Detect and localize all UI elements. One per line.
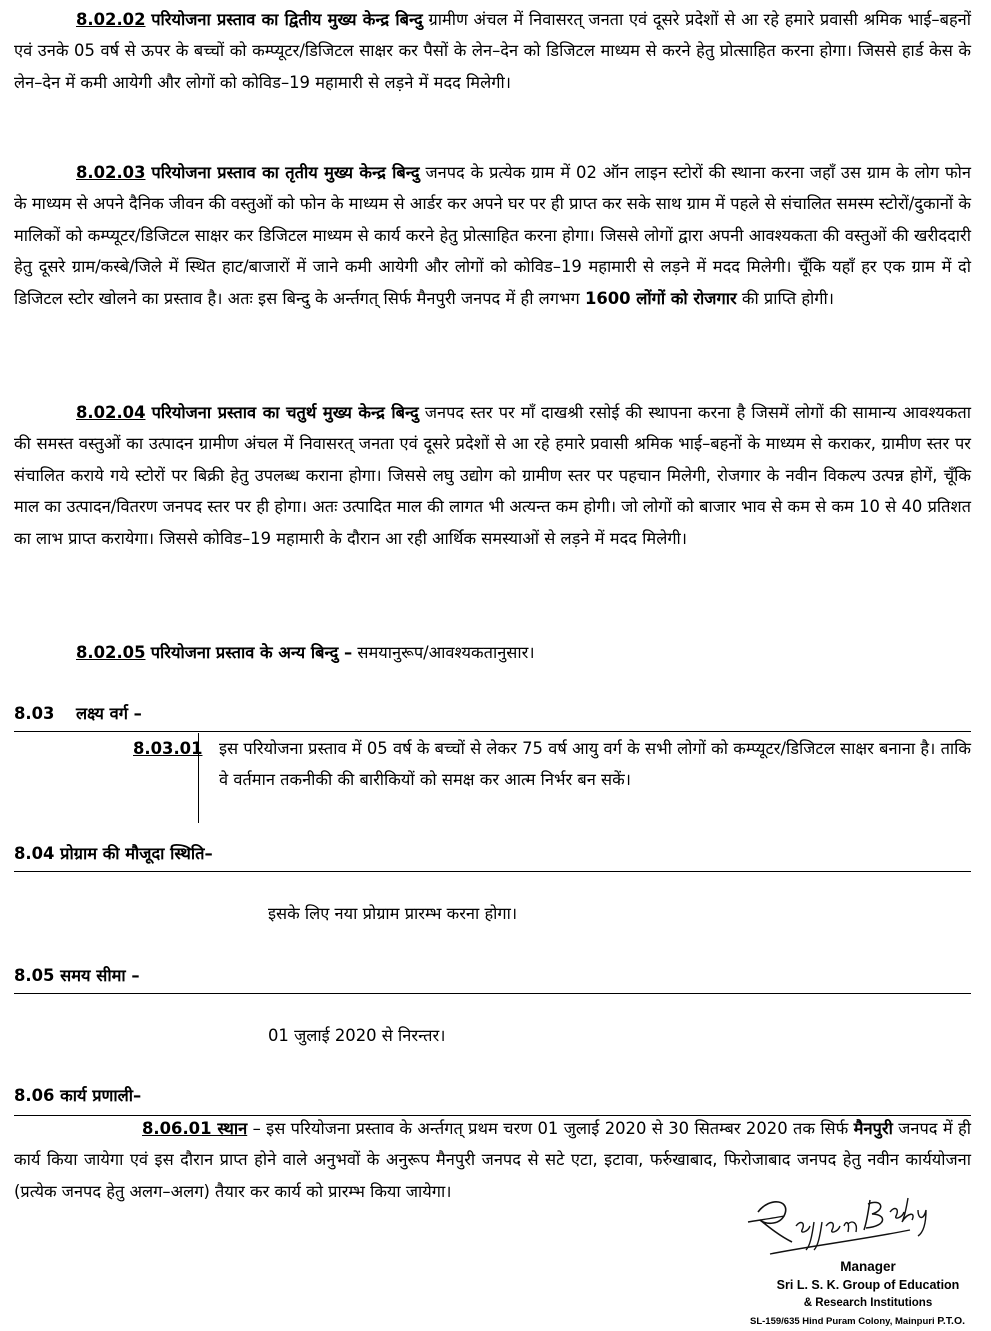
section-body-bold: 1600 लोंगों को रोजगार <box>584 288 737 308</box>
signature-stamp <box>750 1258 986 1331</box>
section-body: – इस परियोजना प्रस्ताव के अर्न्तगत् प्रथम चरण 01 जुलाई 2020 से 30 सितम्बर 2020 तक सिर्फ <box>247 1119 854 1138</box>
section-number: 8.02.04 <box>76 403 146 422</box>
section-heading: परियोजना प्रस्ताव का तृतीय मुख्य केन्द्र बिन्दु <box>151 163 420 182</box>
section-heading: परियोजना प्रस्ताव का द्वितीय मुख्य केन्द्र बिन्दु <box>151 10 423 29</box>
section-8-02-04 <box>14 397 971 554</box>
divider <box>14 993 971 994</box>
vertical-rule <box>198 733 199 823</box>
divider <box>14 731 971 732</box>
section-8-03-01-body: इस परियोजना प्रस्ताव में 05 वर्ष के बच्चों से लेकर 75 वर्ष आयु वर्ग के सभी लोगों को कम्प्यूटर/डिजिटल साक्षर बनाना है। ताकि वे वर्तमान तकनीकी की बारीकियों को समक्ष कर आत्म निर्भर बन सकें। <box>219 739 971 790</box>
section-number: 8.02.05 <box>76 643 146 662</box>
section-8-03-number: 8.03 <box>14 704 55 723</box>
section-number: 8.02.03 <box>76 163 146 182</box>
section-body: जनपद स्तर पर माँ दाखश्री रसोई की स्थापना करना है जिसमें लोगों की सामान्य आवश्यकता की समस्त वस्तुओं का उत्पादन ग्रामीण अंचल में निवासरत् जनता एवं दूसरे प्रदेशों से आ रहे हमारे प्रवासी श्रमिक भाई–बहनों के माध्यम से कराकर, ग्रामीण स्तर पर संचालित कराये गये स्टोरों पर बिक्री हेतु उपलब्ध कराना होगा। जिससे लघु उद्योग को ग्रामीण स्तर पर पहचान मिलेगी, रोजगार के नवीन विकल्प उत्पन्न होगें, चूँकि माल का उत्पादन/वितरण जनपद स्तर पर ही होगा। अतः उत्पादित माल की लागत भी अत्यन्त कम होगी। जो लोगों को बाजार भाव से कम से कम 10 से 40 प्रतिशत का लाभ प्राप्त करायेगा। जिससे कोविड–19 महामारी के दौरान आ रही आर्थिक समस्याओं से लड़ने में मदद मिलेगी। <box>14 403 971 548</box>
section-heading: परियोजना प्रस्ताव के अन्य बिन्दु – <box>150 643 353 662</box>
section-8-04-heading: 8.04 प्रोग्राम की मौजूदा स्थिति– <box>14 844 213 863</box>
stamp-organization: Sri L. S. K. Group of Education <box>776 1278 960 1292</box>
section-8-06-heading: 8.06 कार्य प्रणाली– <box>14 1086 142 1105</box>
section-8-03-heading: लक्ष्य वर्ग – <box>76 704 142 723</box>
section-8-03-01-number: 8.03.01 <box>133 739 203 758</box>
section-8-02-05 <box>14 637 971 668</box>
section-8-02-03 <box>14 157 971 314</box>
section-8-02-02 <box>14 4 971 98</box>
section-body: जनपद के प्रत्येक ग्राम में 02 ऑन लाइन स्टोरों की स्थाना करना जहाँ उस ग्राम के लोग फोन के माध्यम से अपने दैनिक जीवन की वस्तुओं को फोन के माध्यम से आर्डर कर अपने घर पर ही प्राप्त कर सके साथ ग्राम में पहले से संचालित समस्म स्टोरों/दुकानों के मालिकों को कम्प्यूटर/डिजिटल साक्षर कर डिजिटल माध्यम से कार्य करने हेतु प्रोत्साहित करना होगा। जिससे लोगों द्वारा अपनी आवश्यकता की वस्तुओं की खरीददारी हेतु दूसरे ग्राम/कस्बे/जिले में स्थित हाट/बाजारों में जाने कमी आयेगी और लोगों को कोविड–19 महामारी से लड़ने में मदद मिलेगी। चूँकि यहाँ हर एक ग्राम में दो डिजिटल स्टोर खोलने का प्रस्ताव है। अतः इस बिन्दु के अर्न्तगत् सिर्फ मैनपुरी जनपद में ही लगभग <box>14 163 971 308</box>
stamp-address-text: SL-159/635 Hind Puram Colony, Mainpuri <box>750 1316 935 1327</box>
section-body-bold: मैनपुरी <box>853 1119 893 1138</box>
pto-label: P.T.O. <box>937 1315 966 1327</box>
section-8-05-heading: 8.05 समय सीमा – <box>14 966 140 985</box>
section-8-04-body: इसके लिए नया प्रोग्राम प्रारम्भ करना होगा। <box>268 904 518 923</box>
stamp-title: Manager <box>840 1259 896 1274</box>
handwritten-signature <box>740 1192 930 1264</box>
section-number: 8.06.01 स्थान <box>142 1119 248 1138</box>
section-number: 8.02.02 <box>76 10 146 29</box>
divider <box>14 871 971 872</box>
stamp-address <box>750 1312 986 1331</box>
stamp-subtitle: & Research Institutions <box>803 1297 933 1309</box>
section-body-tail: की प्राप्ति होगी। <box>736 288 834 308</box>
section-body: ग्रामीण अंचल में निवासरत् जनता एवं दूसरे प्रदेशों से आ रहे हमारे प्रवासी श्रमिक भाई–बहनों एवं उनके 05 वर्ष से ऊपर के बच्चों को कम्प्यूटर/डिजिटल साक्षर कर पैसों के लेन–देन को डिजिटल माध्यम से करने हेतु प्रोत्साहित करना होगा। जिससे हार्ड केस के लेन–देन में कमी आयेगी और लोगों को कोविड–19 महामारी से लड़ने में मदद मिलेगी। <box>14 10 971 92</box>
section-8-05-body: 01 जुलाई 2020 से निरन्तर। <box>268 1026 446 1045</box>
section-body: समयानुरूप/आवश्यकतानुसार। <box>352 643 535 662</box>
section-heading: परियोजना प्रस्ताव का चतुर्थ मुख्य केन्द्र बिन्दु <box>151 403 419 422</box>
section-body: जनपद में ही कार्य किया जायेगा एवं इस दौरान प्राप्त होने वाले अनुभवों के अनुरूप मैनपुरी जनपद से सटे एटा, इटावा, फर्रुखाबाद, फिरोजाबाद जनपद हेतु नवीन कार्ययोजना (प्रत्येक जनपद हेतु अलग–अलग) तैयार कर कार्य को प्रारम्भ किया जायेगा। <box>14 1119 971 1201</box>
